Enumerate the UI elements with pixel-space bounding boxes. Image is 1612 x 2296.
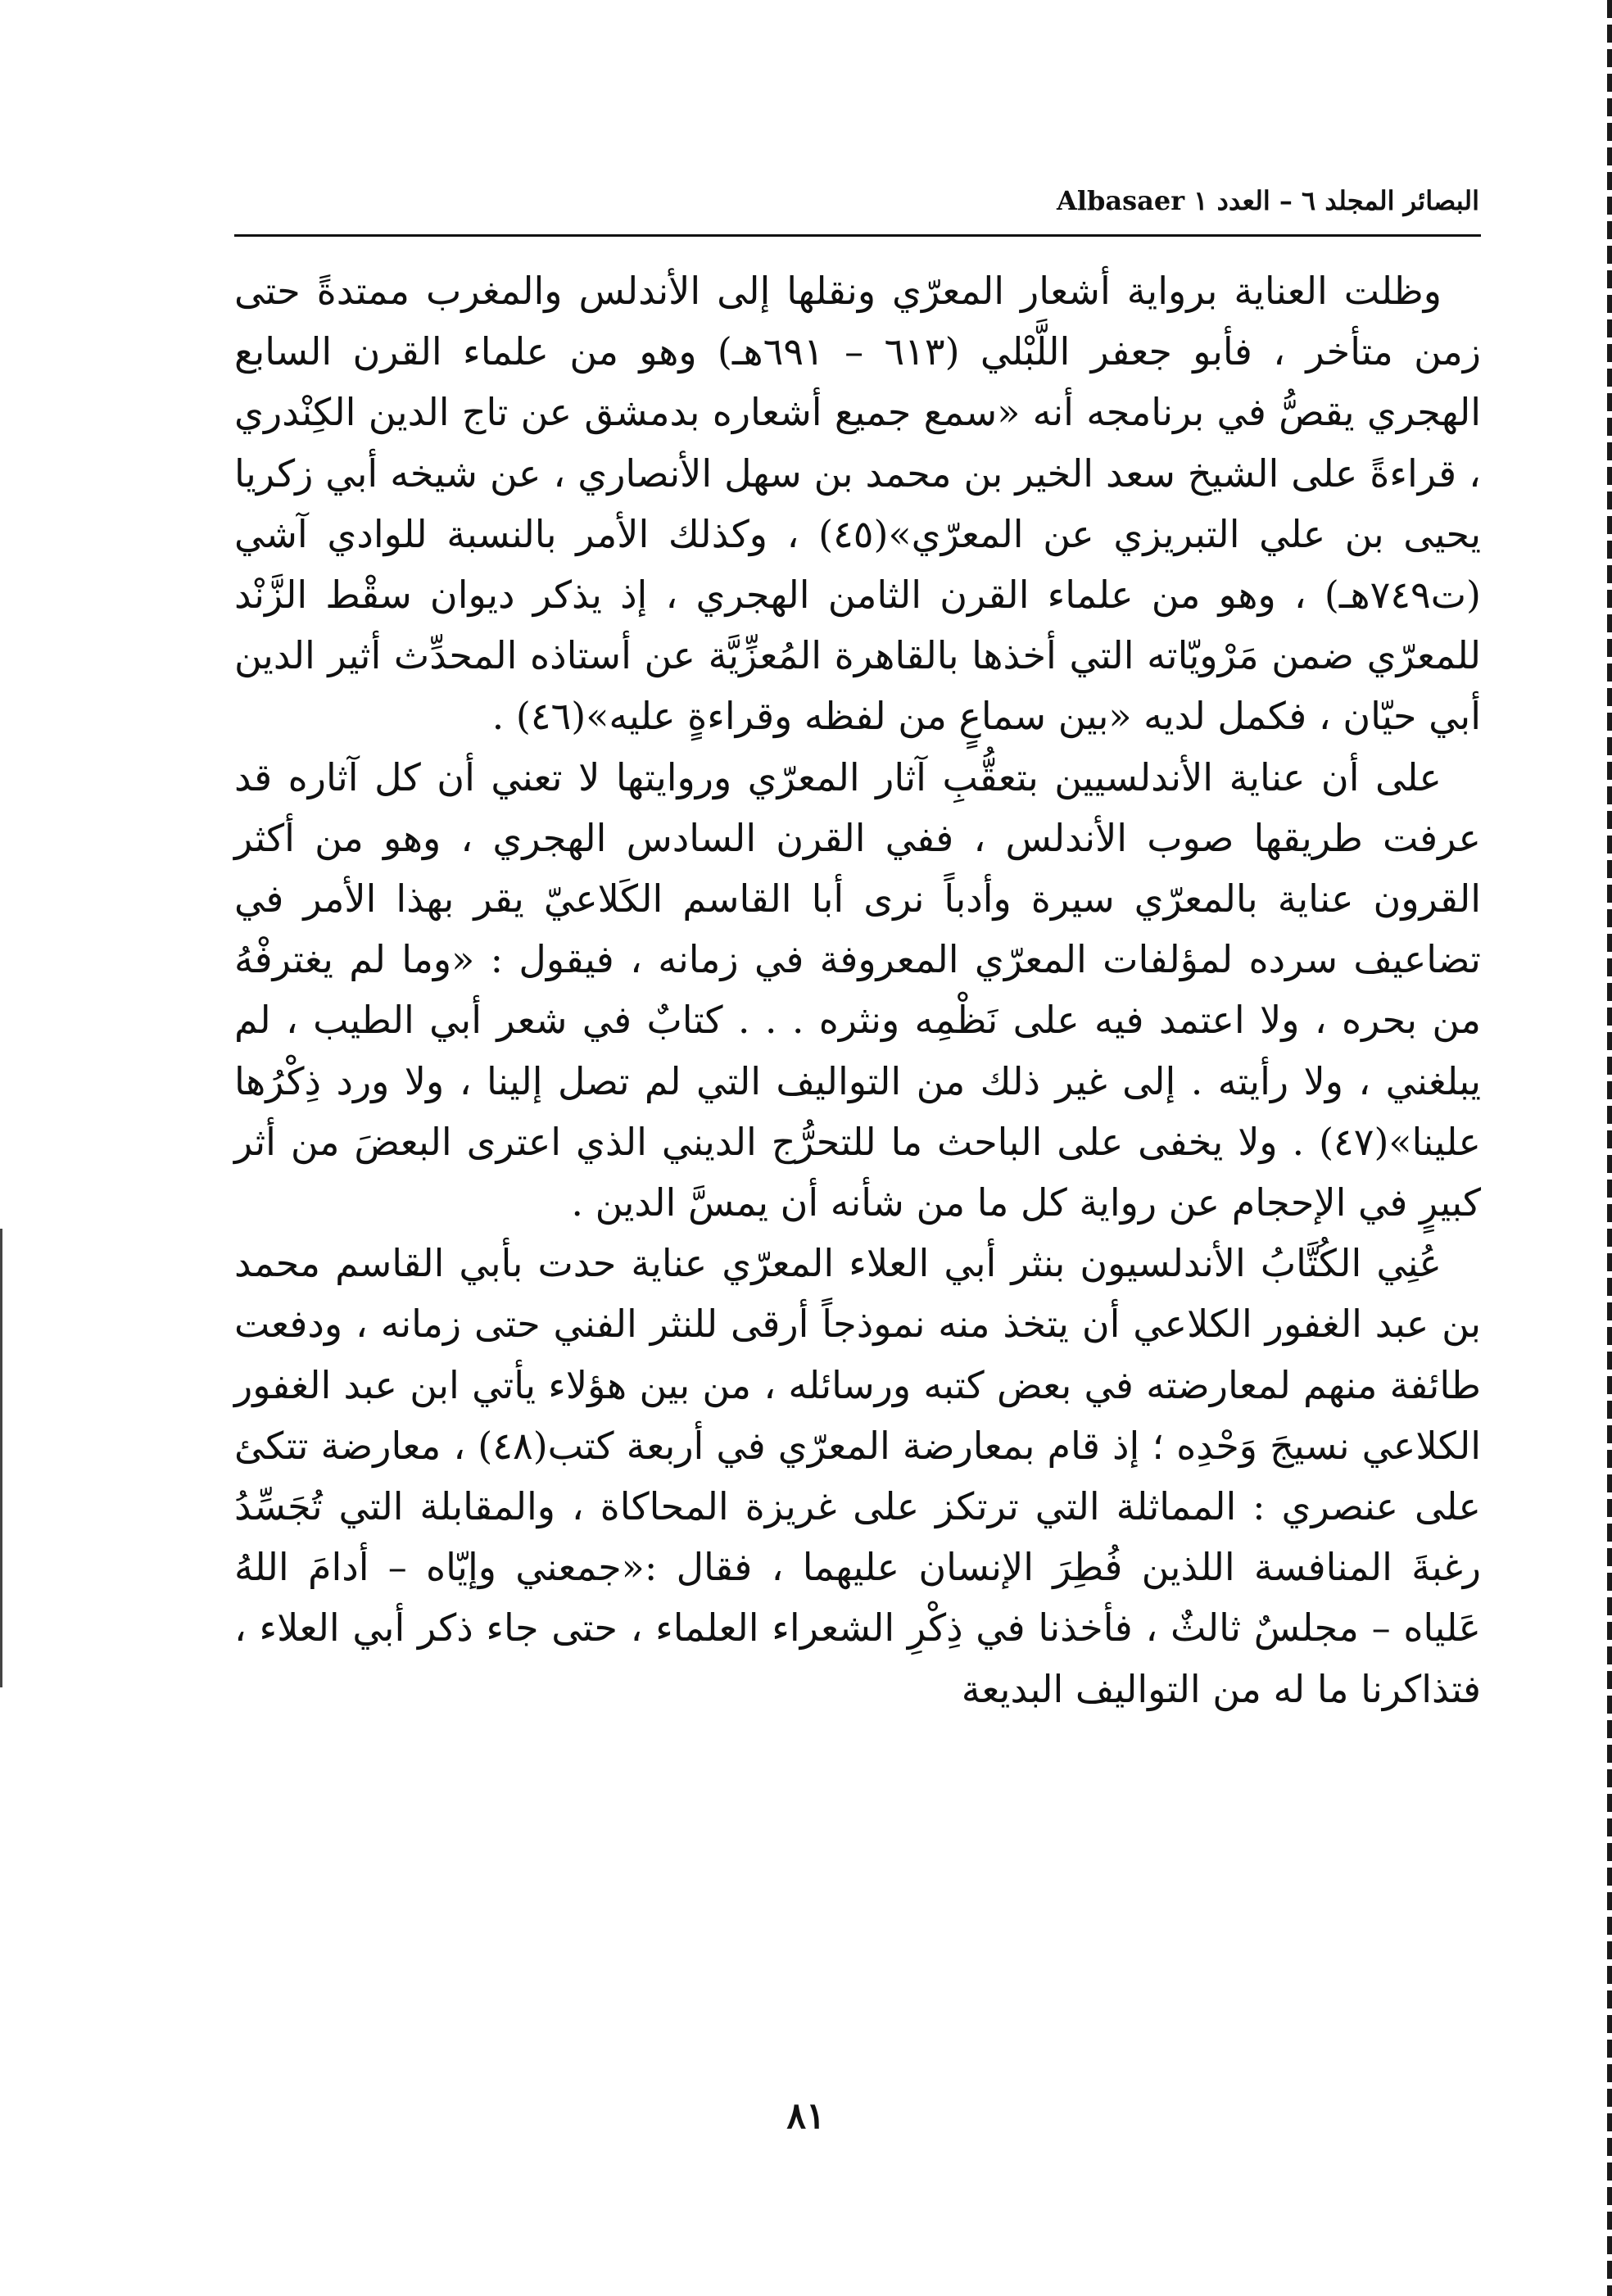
body-text bbox=[234, 260, 1481, 1719]
paragraph: عُنِي الكُتَّابُ الأندلسيون بنثر أبي العلاء المعرّي عناية حدت بأبي القاسم محمد بن عبد الغفور الكلاعي أن يتخذ منه نموذجاً أرقى للنثر الفني حتى زمانه ، ودفعت طائفة منهم لمعارضته في بعض كتبه ورسائله ، من بين هؤلاء يأتي ابن عبد الغفور الكلاعي نسيجَ وَحْدِه ؛ إذ قام بمعارضة المعرّي في أربعة كتب(٤٨) ، معارضة تتكئ على عنصري : المماثلة التي ترتكز على غريزة المحاكاة ، والمقابلة التي تُجَسِّدُ رغبةَ المنافسة اللذين فُطِرَ الإنسان عليهما ، فقال :«جمعني وإيّاه – أدامَ اللهُ عَلياه – مجلسٌ ثالثٌ ، فأخذنا في ذِكْرِ الشعراء العلماء ، حتى جاء ذكر أبي العلاء ، فتذاكرنا ما له من التواليف البديعة bbox=[234, 1241, 1482, 1711]
scan-edge-right bbox=[1607, 0, 1612, 2296]
header-rule bbox=[234, 234, 1481, 237]
page-number: ٨١ bbox=[786, 2095, 826, 2137]
paragraph: على أن عناية الأندلسيين بتعقُّبِ آثار المعرّي وروايتها لا تعني أن كل آثاره قد عرفت طريقها صوب الأندلس ، ففي القرن السادس الهجري ، وهو من أكثر القرون عناية بالمعرّي سيرة وأدباً نرى أبا القاسم الكَلاعيّ يقر بهذا الأمر في تضاعيف سرده لمؤلفات المعرّي المعروفة في زمانه ، فيقول : «وما لم يغترفْهُ من بحره ، ولا اعتمد فيه على نَظْمِه ونثره . . . كتابٌ في شعر أبي الطيب ، لم يبلغني ، ولا رأيته . إلى غير ذلك من التواليف التي لم تصل إلينا ، ولا ورد ذِكْرُها علينا»(٤٧) . ولا يخفى على الباحث ما للتحرُّج الديني الذي اعترى البعضَ من أثر كبيرٍ في الإحجام عن رواية كل ما من شأنه أن يمسَّ الدين . bbox=[234, 754, 1481, 1225]
running-header bbox=[234, 182, 1479, 228]
journal-header-title: البصائر المجلد ٦ – العدد ١ Albasaer bbox=[1057, 185, 1479, 216]
paragraph: وظلت العناية برواية أشعار المعرّي ونقلها إلى الأندلس والمغرب ممتدةً حتى زمن متأخر ، فأبو جعفر اللَّبْلي (٦١٣ – ٦٩١هـ) وهو من علماء القرن السابع الهجري يقصُّ في برنامجه أنه «سمع جميع أشعاره بدمشق عن تاج الدين الكِنْدري ، قراءةً على الشيخ سعد الخير بن محمد بن سهل الأنصاري ، عن شيخه أبي زكريا يحيى بن علي التبريزي عن المعرّي»(٤٥) ، وكذلك الأمر بالنسبة للوادي آشي (ت٧٤٩هـ) ، وهو من علماء القرن الثامن الهجري ، إذ يذكر ديوان سقْط الزَّنْد للمعرّي ضمن مَرْويّاته التي أخذها بالقاهرة المُعزِّيَّة عن أستاذه المحدِّث أثير الدين أبي حيّان ، فكمل لديه «بين سماعٍ من لفظه وقراءةٍ عليه»(٤٦) . bbox=[234, 269, 1482, 739]
scan-edge-left bbox=[0, 1229, 2, 1687]
